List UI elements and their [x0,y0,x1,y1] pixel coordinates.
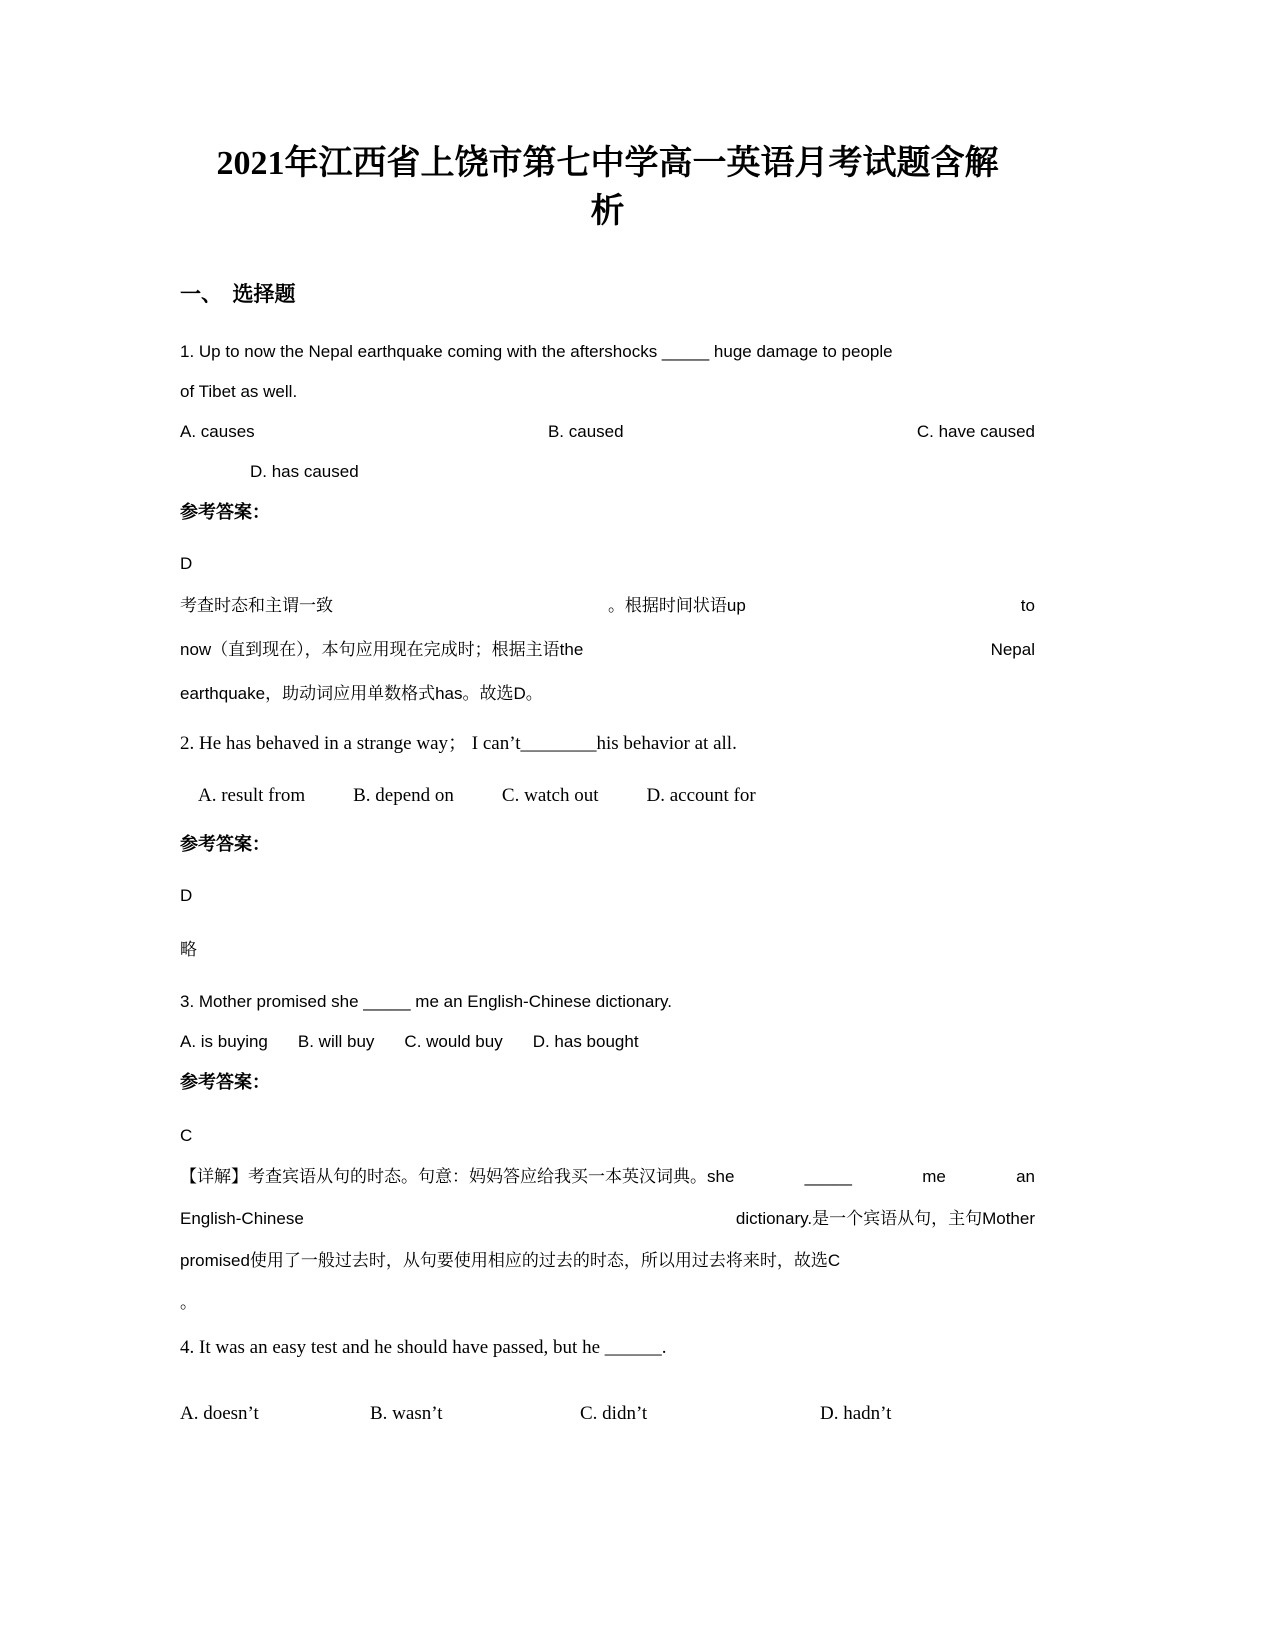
question-1-answer: D [180,554,193,573]
explanation-line [180,1156,1035,1198]
explanation-segment: Nepal [990,640,1035,659]
question-1-option-a: A. causes [180,422,255,441]
explanation-segment: 。根据时间状语up [607,596,746,615]
question-3-explanation [180,1156,1035,1324]
question-4-option-d: D. hadn’t [820,1403,892,1424]
question-2-option-d: D. account for [646,785,756,806]
question-1-option-c: C. have caused [916,422,1035,441]
question-1 [180,332,1035,716]
explanation-segment: now（直到现在），本句应用现在完成时；根据主语the [180,640,584,659]
question-2-answer: D [180,886,193,905]
question-1-option-d: D. has caused [250,462,359,481]
question-1-text [180,332,1035,412]
explanation-line: 。 [180,1293,197,1312]
question-3-option-a: A. is buying [180,1032,268,1051]
question-2-option-c: C. watch out [501,785,599,806]
question-4-option-c: C. didn’t [580,1403,648,1424]
question-3-option-c: C. would buy [404,1032,503,1051]
question-3-text: 3. Mother promised she _____ me an English-Chinese dictionary. [180,992,673,1011]
explanation-line: earthquake，助动词应用单数格式has。故选D。 [180,684,543,703]
question-2-brief-note: 略 [180,940,197,959]
question-4-option-a: A. doesn’t [180,1403,259,1424]
section-heading: 一、 选择题 [180,282,296,306]
question-1-option-b: B. caused [547,422,624,441]
title-line-1: 2021年江西省上饶市第七中学高一英语月考试题含解 [216,145,999,182]
explanation-segment: an [1016,1167,1035,1186]
question-2-option-a: A. result from [198,785,306,806]
explanation-segment: 考查时态和主谓一致 [180,596,333,615]
explanation-segment: to [1020,596,1035,615]
explanation-segment: me [922,1167,946,1186]
question-4-options-row [180,1394,1035,1434]
question-2-option-b: B. depend on [353,785,454,806]
explanation-segment: 【详解】考查宾语从句的时态。句意：妈妈答应给我买一本英汉词典。she [180,1167,735,1186]
question-3-option-d: D. has bought [532,1032,639,1051]
question-4-text: 4. It was an easy test and he should have passed, but he ______. [180,1337,667,1358]
question-1-answer-label: 参考答案： [180,502,270,522]
explanation-segment: English-Chinese [180,1209,304,1228]
question-3-option-b: B. will buy [297,1032,375,1051]
question-4-option-b: B. wasn’t [370,1403,443,1424]
question-3-options-row [180,1022,1035,1062]
question-4 [180,1328,1035,1434]
question-1-explanation [180,584,1035,716]
explanation-segment: dictionary.是一个宾语从句，主句Mother [735,1209,1035,1228]
explanation-line [180,1198,1035,1240]
question-3-answer: C [180,1126,193,1145]
question-3 [180,982,1035,1324]
question-1-text-line-2: of Tibet as well. [180,382,298,401]
explanation-line: promised使用了一般过去时，从句要使用相应的过去的时态，所以用过去将来时，故选C [180,1251,841,1270]
explanation-line [180,584,1035,628]
question-1-options-row [180,412,1035,452]
explanation-segment: _____ [804,1167,852,1186]
explanation-line [180,628,1035,672]
question-2 [180,722,1035,970]
question-2-options-row [180,774,1035,818]
question-2-answer-label: 参考答案： [180,834,270,854]
question-1-text-line-1: 1. Up to now the Nepal earthquake coming with the aftershocks _____ huge damage to people [180,342,893,361]
title-line-2: 析 [590,193,625,230]
question-2-text: 2. He has behaved in a strange way； I can’t________his behavior at all. [180,733,737,754]
question-3-answer-label: 参考答案： [180,1072,270,1092]
document-title [180,140,1035,236]
